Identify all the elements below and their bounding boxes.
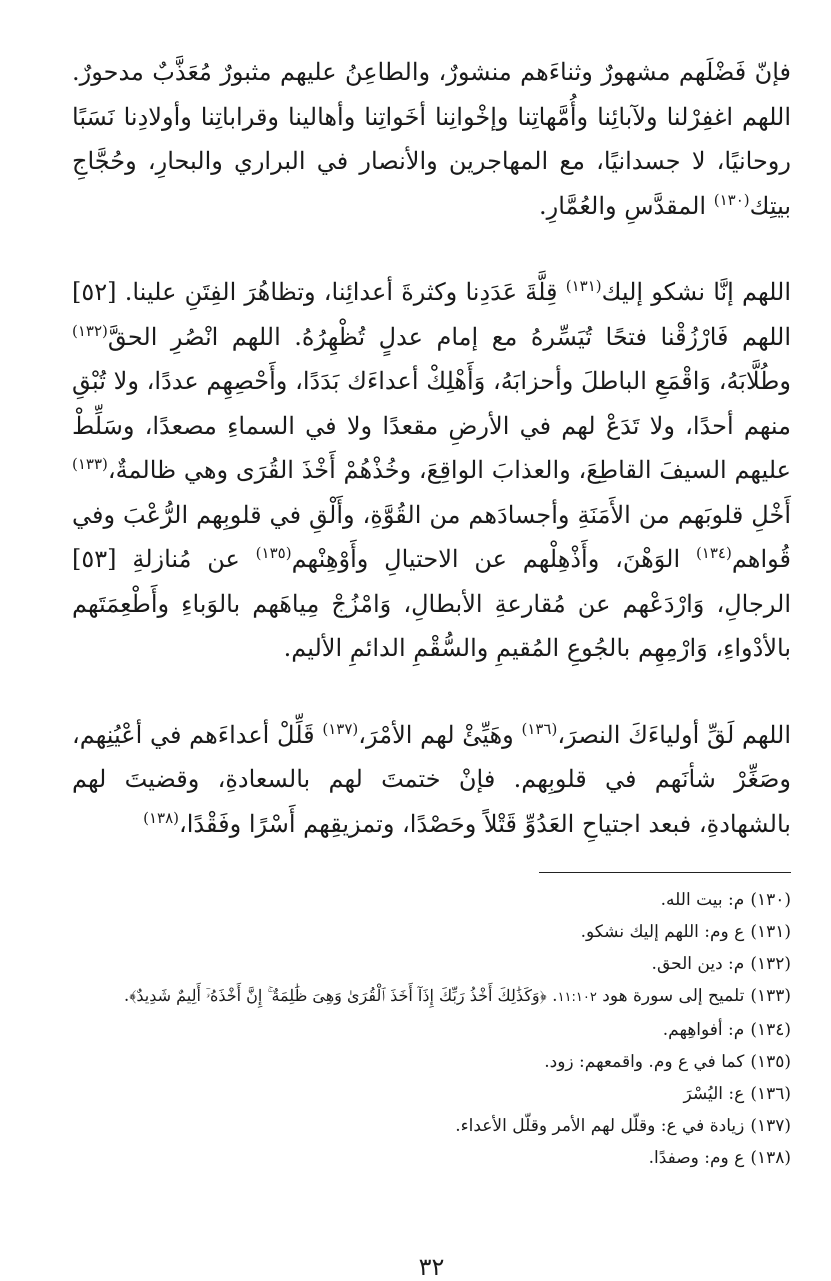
text-run: فإنّ فَضْلَهم مشهورٌ وثناءَهم منشورٌ، والطاعِنُ عليهم مثبورٌ مُعَذَّبٌ مدحورٌ. اللهم اغفِرْلنا ولآبائِنا وأُمَّهاتِنا وإخْوانِنا أخَواتِنا وأهالينا وقراباتِنا وأولادِنا نَسَبًا روحانيًا، لا جسدانيًا، مع المهاجرين والأنصار في البراري والبحارِ، وحُجَّاجِ بيتِك <box>72 58 791 220</box>
text-run: اللهم إنَّا نشكو إليك <box>601 278 792 306</box>
text-run: . <box>123 986 130 1006</box>
text-run: ع وم: وصفدًا. <box>648 1148 745 1168</box>
footnote-number: (١٣٦) <box>750 1084 791 1104</box>
book-page <box>72 50 791 1280</box>
footnote-separator <box>539 872 791 873</box>
footnote-marker: (١٣٨) <box>143 808 179 827</box>
footnote-number: (١٣٣) <box>750 986 791 1006</box>
paragraph <box>72 270 791 671</box>
text-run: وطُلَّابَهُ، وَاقْمَعِ الباطلَ وأحزابَهُ، وَأَهْلِكْ أعداءَك بَدَدًا، وأَحْصِهِم عددًا، ولا تُبْقِ منهم أحدًا، ولا تَدَعْ لهم في الأرضِ مقعدًا ولا في السماءِ مصعدًا، وسَلِّطْ عليهم السيفَ القاطِعَ، والعذابَ الواقِعَ، وخُذْهُمْ أَخْذَ القُرَى وهي ظالمةٌ، <box>72 367 791 484</box>
text-run: وهَيِّئْ لهم الأمْرَ، <box>358 720 522 749</box>
main-text <box>72 50 791 846</box>
section-marker: [٥٢] <box>72 278 117 306</box>
footnote-marker: (١٣٧) <box>322 719 359 738</box>
page-number: ٣٢ <box>418 1253 445 1281</box>
footnotes <box>72 888 791 1178</box>
footnote <box>72 1114 791 1138</box>
text-run: زيادة في ع: وقلّل لهم الأمر وقلّل الأعداء. <box>455 1116 745 1136</box>
footnote-number: (١٣١) <box>750 922 791 942</box>
footnote <box>72 888 791 912</box>
footnote-marker: (١٣٣) <box>72 455 108 473</box>
text-run: . <box>546 986 558 1006</box>
quran-quote: ﴿وَكَذَٰلِكَ أَخْذُ رَبِّكَ إِذَآ أَخَذَ ٱلْقُرَىٰ وَهِىَ ظَٰلِمَةٌ ۚ إِنَّ أَخْذَهُۥٓ أَلِيمٌ شَدِيدٌ﴾ <box>129 986 547 1005</box>
footnote-number: (١٣٢) <box>750 954 791 974</box>
text-run: ع: اليُسْرَ <box>683 1084 745 1104</box>
footnote-marker: (١٣٠) <box>713 190 750 209</box>
text-run: قَلِّلْ أعداءَهم في أعْيُنِهم، وصَغِّرْ شأنَهم في قلوبِهم. فإنْ ختمتَ لهم بالسعادةِ، وقضيتَ لهم بالشهادةِ، فبعد اجتياحِ العَدُوِّ قَتْلاً وحَصْدًا، وتمزيقِهم أَسْرًا وفَقْدًا، <box>72 720 791 838</box>
text-run: ع وم: اللهم إليك نشكو. <box>580 922 745 942</box>
text-run: م: بيت الله. <box>660 890 745 910</box>
text-run: المقدَّسِ والعُمَّارِ. <box>539 191 714 220</box>
paragraph <box>72 713 791 847</box>
text-run: قِلَّةَ عَدَدِنا وكثرةَ أعدائِنا، وتظاهُرَ الفِتَنِ علينا. <box>116 278 566 306</box>
footnote <box>72 1050 791 1074</box>
footnote <box>72 1146 791 1170</box>
footnote-number: (١٣٥) <box>750 1052 791 1072</box>
footnote-marker: (١٣٥) <box>255 544 292 562</box>
footnote-marker: (١٣٤) <box>695 544 732 562</box>
text-run: الوَهْنَ، وأَذْهِلْهم عن الاحتيالِ وأَوْهِنْهم <box>291 545 696 573</box>
verse-reference: ١١:١٠٢ <box>557 990 597 1005</box>
text-run: الرجالِ، وَارْدَعْهم عن مُقارعةِ الأبطالِ، وَامْزُجْ مِياهَهم بالوَباءِ وأَطْعِمَتَهم بالأدْواءِ، وَارْمِهِم بالجُوعِ المُقيمِ والسُّقْمِ الدائمِ الأليم. <box>72 589 791 662</box>
section-marker: [٥٣] <box>72 545 117 573</box>
footnote <box>72 952 791 976</box>
footnote <box>72 984 791 1010</box>
text-run: عن مُنازلةِ <box>116 545 256 573</box>
footnote-marker: (١٣٢) <box>72 321 108 340</box>
footnote <box>72 1018 791 1042</box>
footnote-number: (١٣٤) <box>750 1020 791 1040</box>
footnote <box>72 920 791 944</box>
text-run: اللهم فَارْزُقْنا فتحًا تُيَسِّرهُ مع إمام عدلٍ تُظْهِرُهُ. اللهم انْصُرِ الحقَّ <box>107 322 791 351</box>
footnote-marker: (١٣١) <box>565 277 602 295</box>
footnote-marker: (١٣٦) <box>521 719 558 738</box>
text-run: أَخْلِ قلوبَهم من الأَمَنَةِ وأجسادَهم من القُوَّةِ، وأَلْقِ في قلوبِهم الرُّعْبَ وفي قُواهم <box>72 500 791 573</box>
text-run: تلميح إلى سورة هود <box>596 986 745 1006</box>
footnote-number: (١٣٠) <box>750 890 791 910</box>
text-run: م: دين الحق. <box>651 954 745 974</box>
text-run: اللهم لَقِّ أولياءَكَ النصرَ، <box>557 720 791 749</box>
footnote <box>72 1082 791 1106</box>
footnote-number: (١٣٨) <box>750 1148 791 1168</box>
footnote-number: (١٣٧) <box>750 1116 791 1136</box>
paragraph <box>72 50 791 228</box>
text-run: م: أفواهِهم. <box>662 1020 745 1040</box>
text-run: كما في ع وم. واقمعهم: زود. <box>544 1052 745 1072</box>
